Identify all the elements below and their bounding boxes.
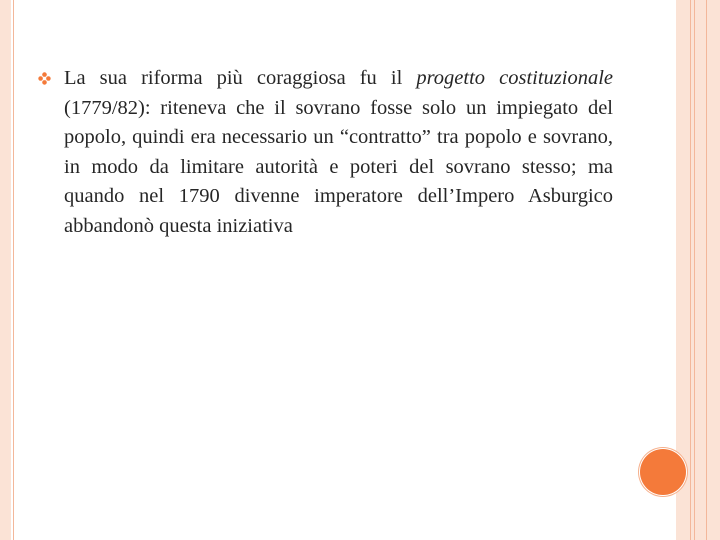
flower-bullet-icon [38,72,64,85]
left-decorative-line [13,0,14,540]
slide-content [38,64,613,241]
decorative-circle [640,449,686,495]
text-part-1: La sua riforma più coraggiosa fu il [64,67,417,89]
text-part-2: (1779/82): riteneva che il sovrano fosse solo un impiegato del popolo, quindi era necessario un “contratto” tra popolo e sovrano, in modo da limitare autorità e poteri del sovrano stesso; ma quando nel 1790 divenne imperatore dell’Impero Asburgico abbandonò questa iniziativa [64,96,613,237]
bullet-item [38,64,613,241]
right-decorative-line [706,0,707,540]
bullet-text [64,64,613,241]
left-decorative-band [0,0,11,540]
right-decorative-line [690,0,691,540]
text-italic-project: progetto costituzionale [416,67,613,89]
right-decorative-line [694,0,695,540]
